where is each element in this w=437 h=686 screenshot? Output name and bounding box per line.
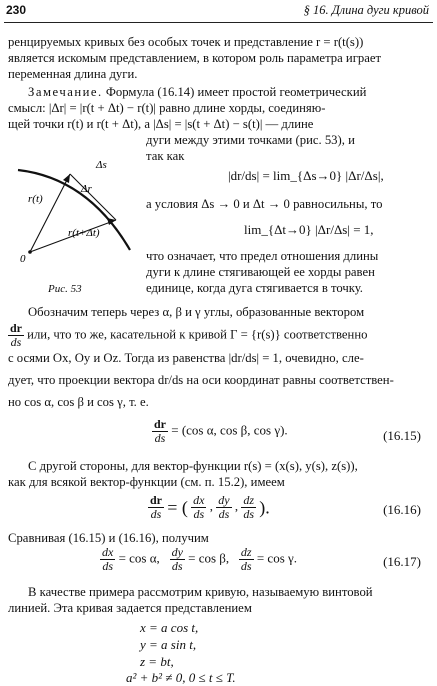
- text-line: [8, 322, 367, 349]
- text-line: дует, что проекции вектора dr/ds на оси координат равны соответствен-: [8, 373, 394, 387]
- vector-r-t: [30, 174, 70, 252]
- remark-line: дуги между этими точками (рис. 53), и: [146, 133, 355, 147]
- helix-condition: a² + b² ≠ 0, 0 ≤ t ≤ T.: [126, 670, 236, 685]
- text-line: Сравнивая (16.15) и (16.16), получим: [8, 531, 209, 545]
- remark-line: щей точки r(t) и r(t + Δt), а |Δs| = |s(t + Δt) − s(t)| — длине: [8, 117, 314, 131]
- remark-line: единице, когда дуга стягивается в точку.: [146, 281, 363, 295]
- page-number: 230: [6, 3, 27, 17]
- equation-rhs: = (cos α, cos β, cos γ).: [171, 422, 288, 438]
- text-line: С другой стороны, для вектор-функции r(s) = (x(s), y(s), z(s)),: [28, 459, 358, 473]
- helix-x: x = a cos t,: [140, 620, 199, 635]
- remark-line: смысл: |Δr| = |r(t + Δt) − r(t)| равно длине хорды, соединяю-: [8, 101, 326, 115]
- equation-tag: (16.15): [383, 428, 421, 443]
- header-rule: [4, 22, 433, 23]
- figure-53: [8, 140, 138, 275]
- remark-line: а условия Δs → 0 и Δt → 0 равносильны, то: [146, 197, 383, 211]
- chord-dr: [70, 174, 116, 220]
- figure-caption: Рис. 53: [48, 283, 82, 295]
- helix-y: y = a sin t,: [140, 637, 197, 652]
- remark-line: [28, 84, 366, 100]
- text-span: или, что то же, касательной к кривой Γ = {r(s)} соответственно: [27, 327, 368, 342]
- remark-line: что означает, что предел отношения длины: [146, 249, 379, 263]
- label-dr: Δr: [81, 183, 92, 195]
- helix-z: z = bt,: [140, 654, 174, 669]
- remark-line: дуги к длине стягивающей ее хорды равен: [146, 265, 375, 279]
- text-line: как для всякой вектор-функции (см. п. 15.2), имеем: [8, 475, 285, 489]
- equation-16-15: $\frac{dr}{ds}$ = (cos α, cos β, cos γ).: [154, 417, 288, 445]
- arrowhead: [63, 174, 70, 183]
- equation-limit-1: |dr/ds| = lim_{Δs→0} |Δr/Δs|,: [228, 168, 384, 183]
- equation-limit-2: lim_{Δt→0} |Δr/Δs| = 1,: [244, 222, 374, 237]
- section-title: § 16. Длина дуги кривой: [303, 3, 429, 17]
- equation-tag: (16.17): [383, 554, 421, 569]
- text-line: линией. Эта кривая задается представлением: [8, 601, 252, 615]
- text-line: ренцируемых кривых без особых точек и представление r = r(t(s)): [8, 35, 364, 49]
- text-line: является искомым представлением, в котором роль параметра играет: [8, 51, 382, 65]
- label-rt: r(t): [28, 193, 43, 205]
- text-line: но cos α, cos β и cos γ, т. е.: [8, 395, 149, 409]
- equation-tag: (16.16): [383, 502, 421, 517]
- text-line: Обозначим теперь через α, β и γ углы, образованные вектором: [28, 305, 365, 319]
- label-rt-dt: r(t+Δt): [68, 227, 100, 239]
- label-ds: Δs: [96, 159, 107, 171]
- text-line: В качестве примера рассмотрим кривую, называемую винтовой: [28, 585, 373, 599]
- text-line: переменная длина дуги.: [8, 67, 138, 81]
- origin-point: [28, 250, 32, 254]
- label-origin: 0: [20, 253, 26, 265]
- equation-16-16: $\frac{dr}{ds}$ = ( $\frac{dx}{ds}$ , $\frac{dy}{ds}$ , $\frac{dz}{ds}$ ).: [150, 493, 270, 521]
- equation-16-17: $\frac{dx}{ds}$ = cos α, $\frac{dy}{ds}$ = cos β, $\frac{dz}{ds}$ = cos γ.: [102, 545, 297, 573]
- remark-text: Формула (16.14) имеет простой геометрический: [105, 85, 367, 99]
- remark-line: так как: [146, 149, 185, 163]
- remark-heading: Замечание.: [28, 85, 103, 99]
- fraction-dr-ds: $\frac{dr}{ds}$: [10, 321, 22, 349]
- text-line: с осями Ox, Oy и Oz. Тогда из равенства |dr/ds| = 1, очевидно, сле-: [8, 351, 364, 365]
